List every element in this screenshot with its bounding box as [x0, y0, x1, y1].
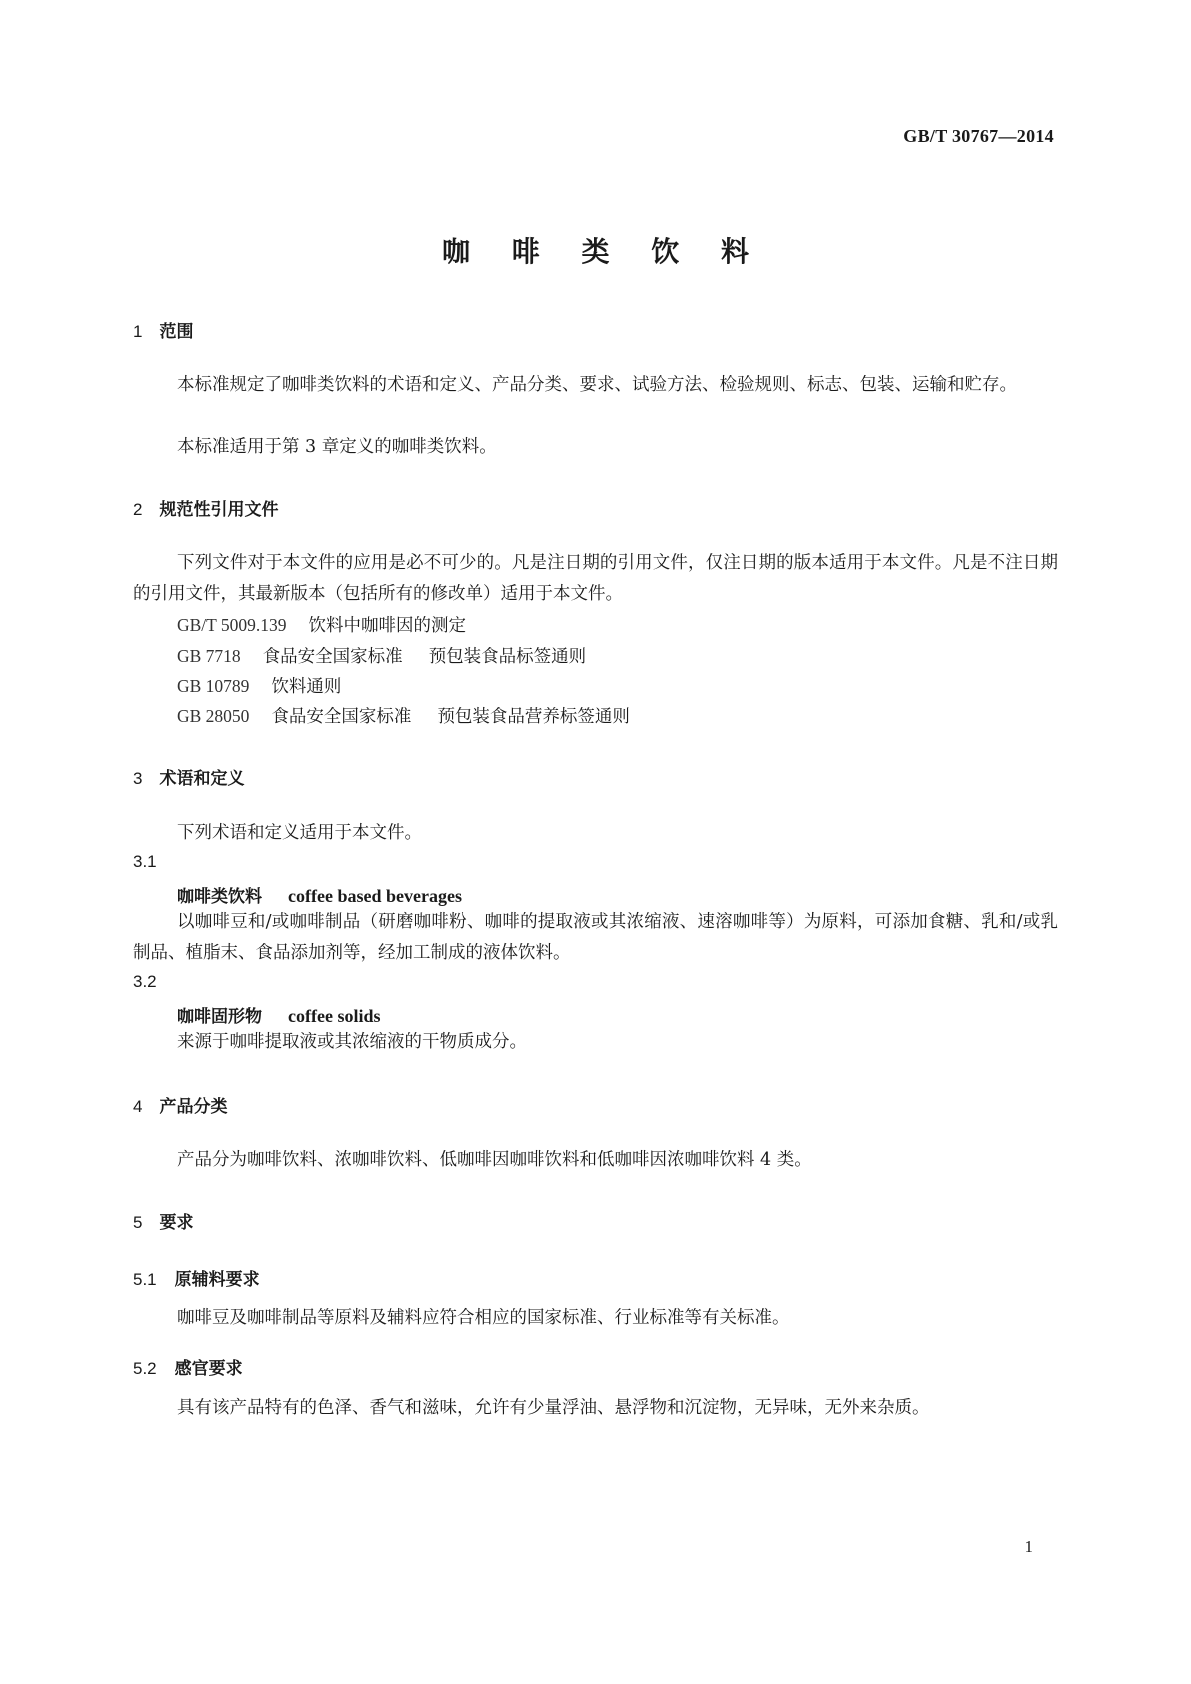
- reference-item: [177, 643, 586, 668]
- section-number: 4: [133, 1097, 143, 1116]
- section-number: 3: [133, 769, 143, 788]
- term-definition: 来源于咖啡提取液或其浓缩液的干物质成分。: [177, 1032, 527, 1052]
- term-en: coffee based beverages: [288, 886, 462, 906]
- page-number: 1: [1024, 1537, 1033, 1556]
- section-heading-4: [133, 1092, 227, 1117]
- section-number: 5: [133, 1213, 143, 1232]
- scope-paragraph: 本标准规定了咖啡类饮料的术语和定义、产品分类、要求、试验方法、检验规则、标志、包装、运输和贮存。: [177, 375, 1017, 395]
- section-title: 要求: [159, 1213, 194, 1233]
- term-number: 3.2: [133, 972, 157, 991]
- term-zh: 咖啡类饮料: [177, 887, 262, 907]
- reference-item: [177, 703, 630, 728]
- subsection-title: 感官要求: [174, 1359, 243, 1379]
- reference-code: GB 10789: [177, 676, 250, 696]
- term-definition: 以咖啡豆和/或咖啡制品（研磨咖啡粉、咖啡的提取液或其浓缩液、速溶咖啡等）为原料，可添加食糖、乳和/或乳制品、植脂末、食品添加剂等，经加工制成的液体饮料。: [133, 912, 1058, 963]
- standard-code: GB/T 30767—2014: [903, 126, 1054, 146]
- section-title: 范围: [159, 322, 194, 342]
- section-heading-5: [133, 1208, 193, 1233]
- section-heading-3: [133, 764, 244, 789]
- term-heading: [177, 1002, 380, 1027]
- normative-intro: 下列文件对于本文件的应用是必不可少的。凡是注日期的引用文件，仅注日期的版本适用于本文件。凡是不注日期的引用文件，其最新版本（包括所有的修改单）适用于本文件。: [133, 553, 1058, 604]
- raw-materials-paragraph: 咖啡豆及咖啡制品等原料及辅料应符合相应的国家标准、行业标准等有关标准。: [177, 1308, 790, 1328]
- term-en: coffee solids: [288, 1006, 381, 1026]
- section-heading-1: [133, 317, 193, 342]
- reference-subtitle: 预包装食品营养标签通则: [437, 707, 630, 727]
- reference-title: 饮料中咖啡因的测定: [308, 616, 467, 636]
- reference-title: 饮料通则: [271, 677, 342, 697]
- reference-code: GB 7718: [177, 646, 241, 666]
- section-title: 术语和定义: [159, 769, 245, 789]
- document-title: 咖 啡 类 饮 料: [442, 235, 765, 268]
- reference-title: 食品安全国家标准: [262, 647, 403, 667]
- subsection-number: 5.2: [133, 1359, 157, 1378]
- term-number: 3.1: [133, 852, 157, 871]
- reference-subtitle: 预包装食品标签通则: [428, 647, 587, 667]
- section-title: 规范性引用文件: [159, 500, 279, 520]
- sensory-paragraph: 具有该产品特有的色泽、香气和滋味，允许有少量浮油、悬浮物和沉淀物，无异味，无外来杂质。: [177, 1398, 930, 1418]
- reference-code: GB 28050: [177, 706, 250, 726]
- reference-code: GB/T 5009.139: [177, 615, 287, 635]
- section-title: 产品分类: [159, 1097, 228, 1117]
- section-number: 2: [133, 500, 143, 519]
- term-heading: [177, 882, 462, 907]
- subsection-number: 5.1: [133, 1270, 157, 1289]
- subsection-title: 原辅料要求: [174, 1270, 260, 1290]
- section-number: 1: [133, 322, 143, 341]
- reference-item: [177, 673, 341, 698]
- subsection-heading-5-1: [133, 1265, 260, 1290]
- scope-applicability: 本标准适用于第 3 章定义的咖啡类饮料。: [177, 437, 497, 457]
- reference-item: [177, 612, 466, 637]
- terms-intro: 下列术语和定义适用于本文件。: [177, 823, 422, 843]
- reference-title: 食品安全国家标准: [271, 707, 412, 727]
- section-heading-2: [133, 495, 278, 520]
- term-zh: 咖啡固形物: [177, 1007, 262, 1027]
- classification-paragraph: 产品分为咖啡饮料、浓咖啡饮料、低咖啡因咖啡饮料和低咖啡因浓咖啡饮料 4 类。: [177, 1150, 812, 1170]
- subsection-heading-5-2: [133, 1354, 243, 1379]
